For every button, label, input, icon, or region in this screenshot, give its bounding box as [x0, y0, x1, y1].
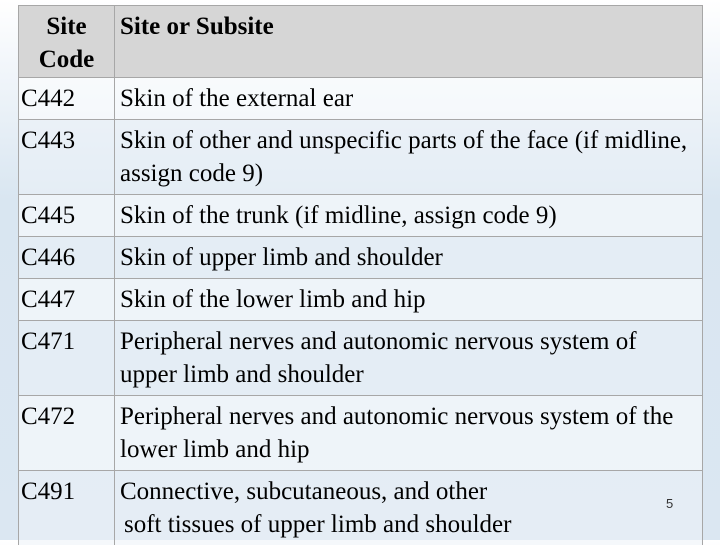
site-description-cell: Peripheral nerves and autonomic nervous system of upper limb and shoulder: [115, 321, 703, 396]
table-row: [19, 195, 703, 237]
table-row: [19, 237, 703, 279]
site-code-cell: C471: [19, 321, 115, 396]
site-code-table: [18, 5, 703, 545]
site-description-line1: Connective, subcutaneous, and other: [120, 475, 698, 508]
table-row: [19, 321, 703, 396]
site-code-cell: C446: [19, 237, 115, 279]
site-description-line2: soft tissues of upper limb and shoulder: [120, 508, 698, 541]
site-code-cell: C442: [19, 78, 115, 120]
table-row: [19, 120, 703, 195]
site-description-cell: Skin of other and unspecific parts of the face (if midline, assign code 9): [115, 120, 703, 195]
site-code-cell: C445: [19, 195, 115, 237]
header-site-code: [19, 6, 115, 78]
table-row: [19, 471, 703, 545]
header-site-or-subsite: Site or Subsite: [115, 6, 703, 78]
site-description-cell: Skin of upper limb and shoulder: [115, 237, 703, 279]
page-number: 5: [666, 496, 673, 511]
header-site-code-line1: Site: [19, 10, 114, 43]
site-description-cell: Peripheral nerves and autonomic nervous system of the lower limb and hip: [115, 396, 703, 471]
table-row: [19, 78, 703, 120]
site-code-cell: C472: [19, 396, 115, 471]
site-code-cell: C443: [19, 120, 115, 195]
site-code-cell: C491: [19, 471, 115, 545]
table-row: [19, 396, 703, 471]
site-description-cell: Skin of the lower limb and hip: [115, 279, 703, 321]
table-row: [19, 279, 703, 321]
table-header-row: [19, 6, 703, 78]
site-description-cell: [115, 471, 703, 545]
site-description-cell: Skin of the external ear: [115, 78, 703, 120]
site-description-cell: Skin of the trunk (if midline, assign code 9): [115, 195, 703, 237]
header-site-code-line2: Code: [19, 43, 114, 76]
site-code-cell: C447: [19, 279, 115, 321]
